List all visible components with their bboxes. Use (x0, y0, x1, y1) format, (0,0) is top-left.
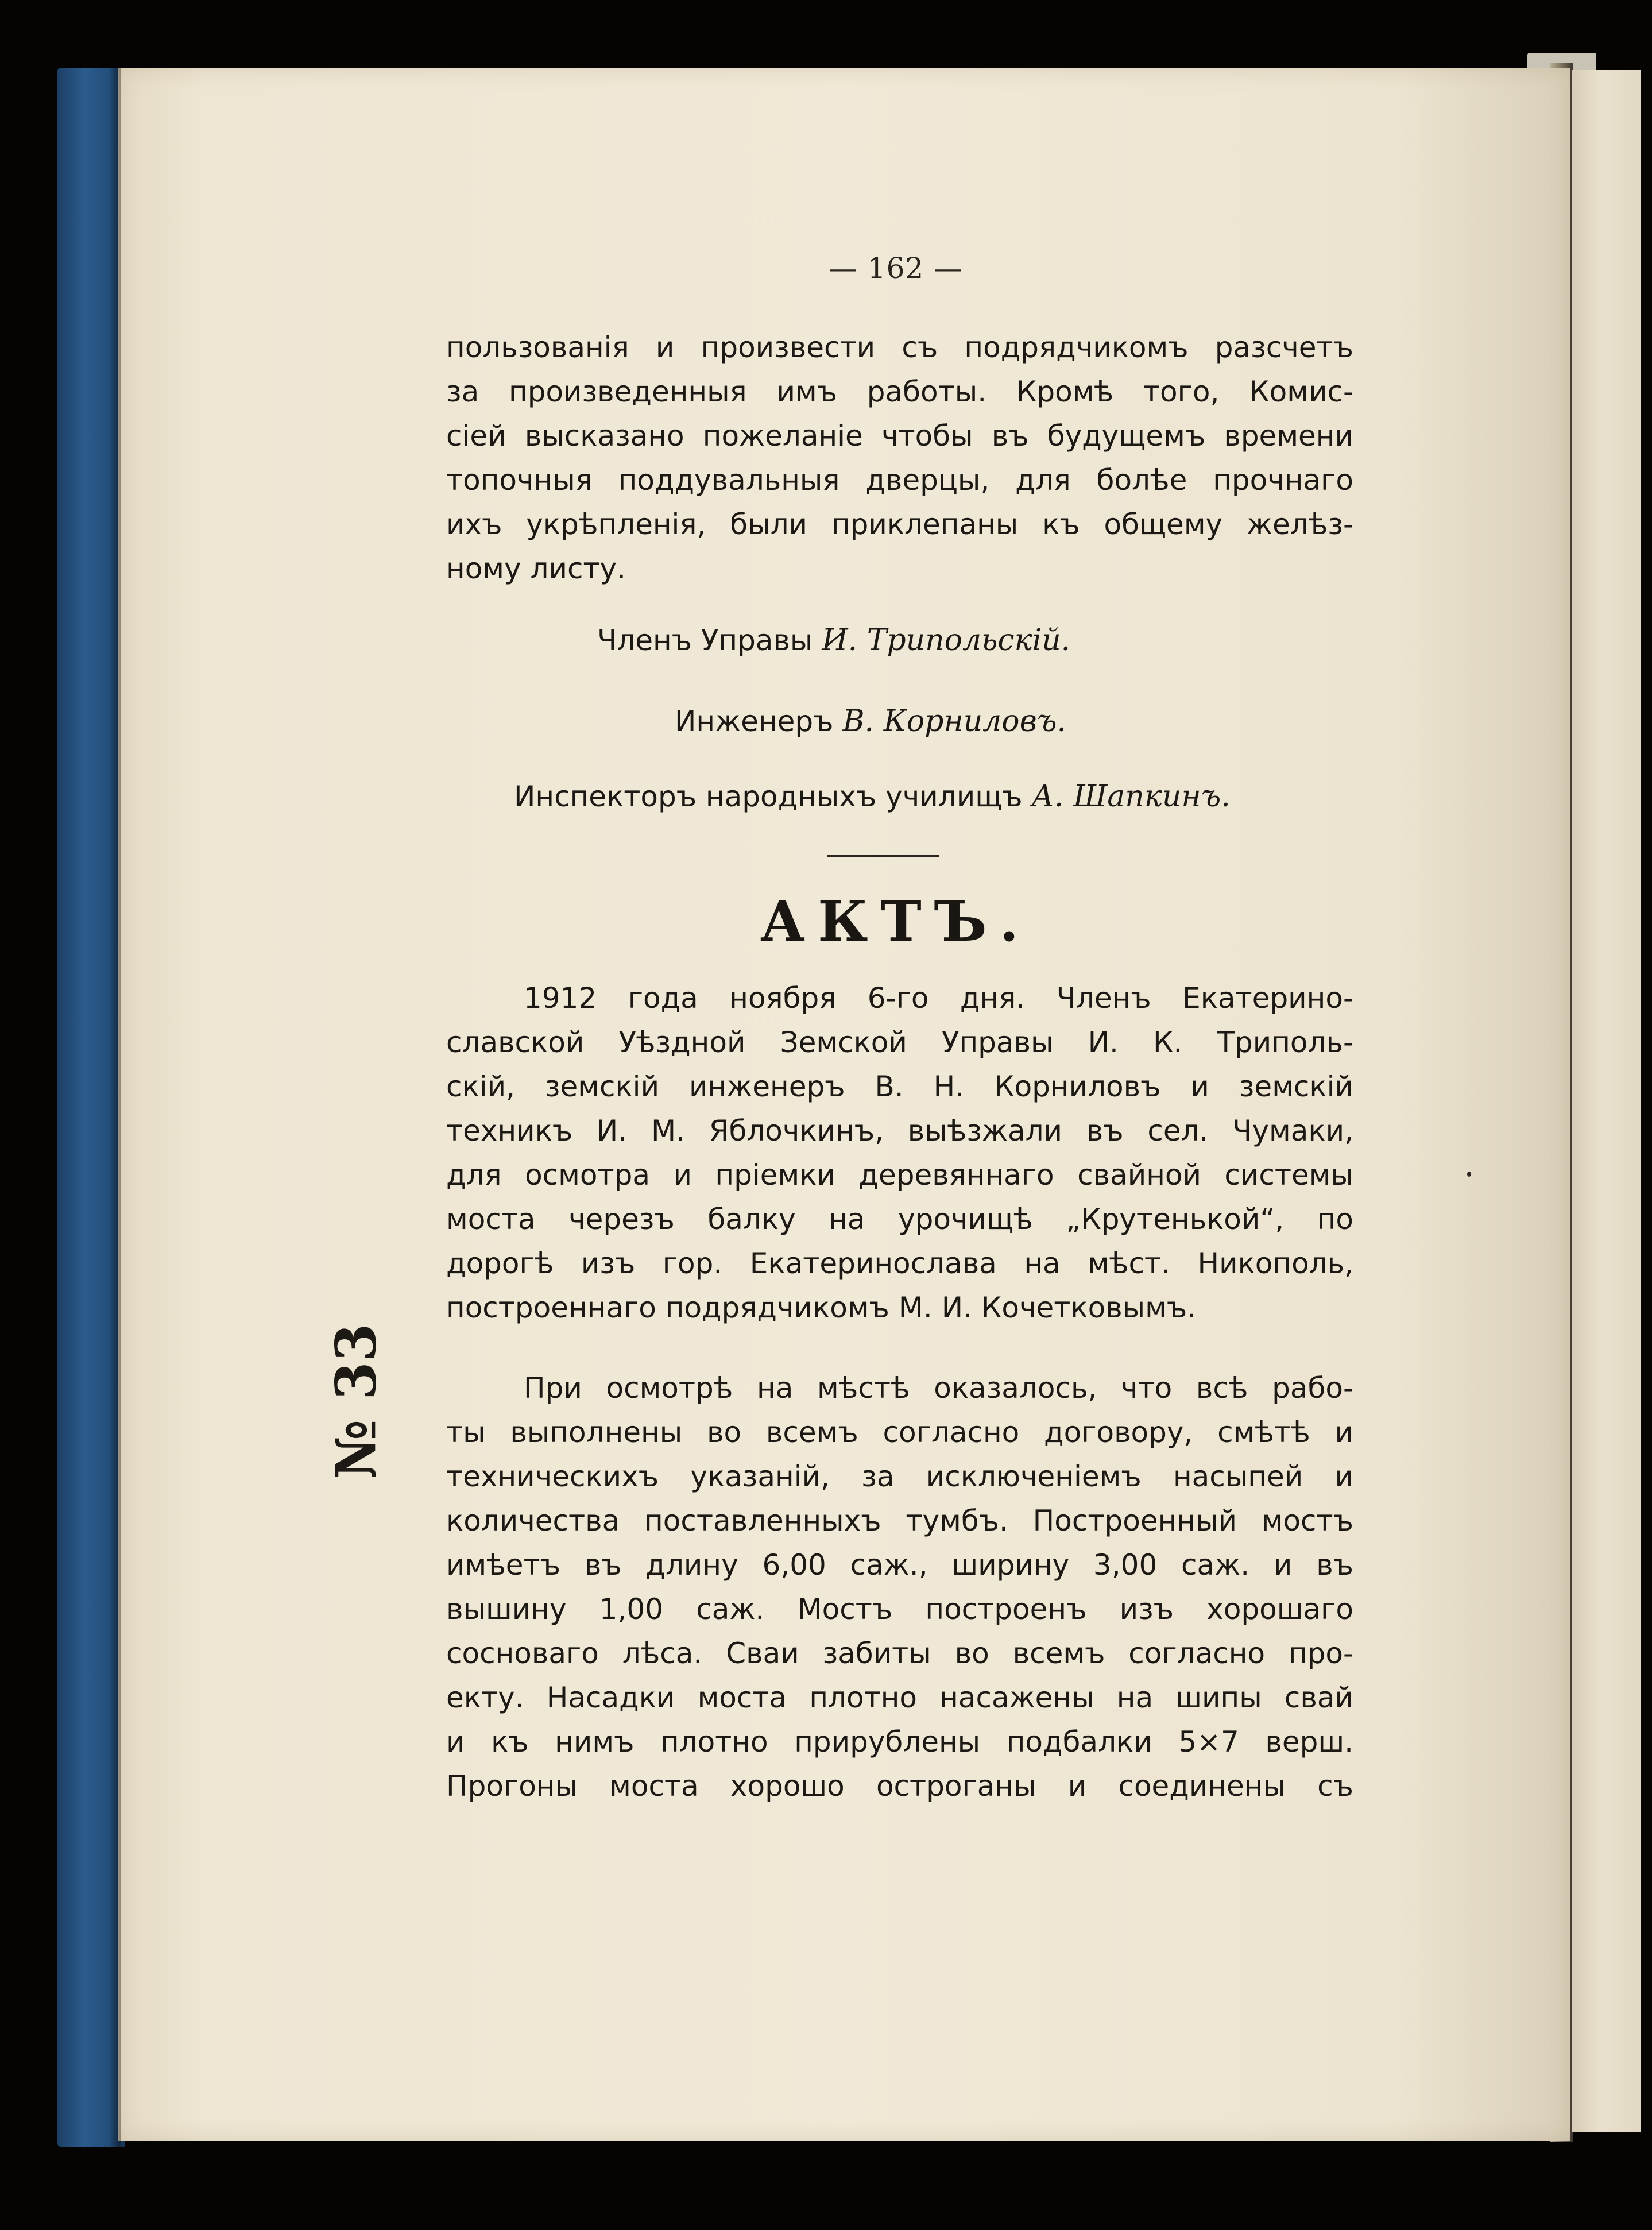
facing-page (1572, 70, 1641, 2132)
paragraph-intro (446, 976, 1353, 1330)
signature-engineer (675, 704, 1066, 739)
ink-speck (1467, 1172, 1471, 1177)
text-line: вышину 1,00 саж. Мостъ построенъ изъ хорошаго (446, 1593, 1353, 1626)
paragraph-continuation (446, 326, 1353, 591)
signature-member (597, 623, 1070, 658)
text-line: скій, земскій инженеръ В. Н. Корниловъ и земскій (446, 1070, 1353, 1103)
text-line: и къ нимъ плотно прирублены подбалки 5×7 верш. (446, 1725, 1353, 1759)
cover-shadow (109, 68, 121, 2147)
text-line: топочныя поддувальныя дверцы, для болѣе прочнаго (446, 463, 1353, 497)
text-line: имѣетъ въ длину 6,00 саж., ширину 3,00 саж. и въ (446, 1548, 1353, 1582)
text-line: Прогоны моста хорошо остроганы и соединены съ (446, 1769, 1353, 1803)
page-number: — 162 — (828, 252, 964, 285)
text-line: техническихъ указаній, за исключеніемъ насыпей и (446, 1460, 1353, 1493)
signature-inspector (514, 779, 1231, 814)
text-line: сіей высказано пожеланіе чтобы въ будущемъ времени (446, 419, 1353, 453)
text-line: ному листу. (446, 552, 626, 585)
text-line: для осмотра и пріемки деревяннаго свайной системы (446, 1158, 1353, 1192)
signature-role: Инженеръ (675, 705, 834, 738)
text-line: количества поставленныхъ тумбъ. Построенный мостъ (446, 1504, 1353, 1537)
text-line: екту. Насадки моста плотно насажены на шипы свай (446, 1681, 1353, 1714)
signature-name: И. Трипольскій. (822, 623, 1071, 658)
text-line: сосноваго лѣса. Сваи забиты во всемъ согласно про- (446, 1637, 1353, 1670)
text-line: 1912 года ноября 6-го дня. Членъ Екатерино- (524, 981, 1353, 1015)
document-number-label: № 33 (323, 1323, 389, 1479)
paragraph-inspection (446, 1366, 1353, 1808)
text-line: техникъ И. М. Яблочкинъ, выѣзжали въ сел. Чумаки, (446, 1114, 1353, 1147)
text-line: При осмотрѣ на мѣстѣ оказалось, что всѣ рабо- (524, 1371, 1353, 1405)
text-line: ты выполнены во всемъ согласно договору, смѣтѣ и (446, 1416, 1353, 1449)
text-line: пользованія и произвести съ подрядчикомъ разсчетъ (446, 331, 1353, 364)
signature-role: Членъ Управы (597, 624, 813, 657)
text-line: ихъ укрѣпленія, были приклепаны къ общему желѣз- (446, 508, 1353, 541)
signature-name: В. Корниловъ. (842, 704, 1067, 739)
signature-role: Инспекторъ народныхъ училищъ (514, 780, 1023, 813)
section-divider (827, 855, 939, 857)
text-line: моста черезъ балку на урочищѣ „Крутенькой“, по (446, 1203, 1353, 1236)
section-heading: АКТЪ. (760, 889, 1032, 954)
text-line: дорогѣ изъ гор. Екатеринослава на мѣст. Никополь, (446, 1247, 1353, 1280)
text-line: славской Уѣздной Земской Управы И. К. Триполь- (446, 1026, 1353, 1059)
signature-name: А. Шапкинъ. (1031, 779, 1231, 814)
text-line: построеннаго подрядчикомъ М. И. Кочетковымъ. (446, 1291, 1197, 1324)
text-line: за произведенныя имъ работы. Кромѣ того, Комис- (446, 375, 1353, 408)
